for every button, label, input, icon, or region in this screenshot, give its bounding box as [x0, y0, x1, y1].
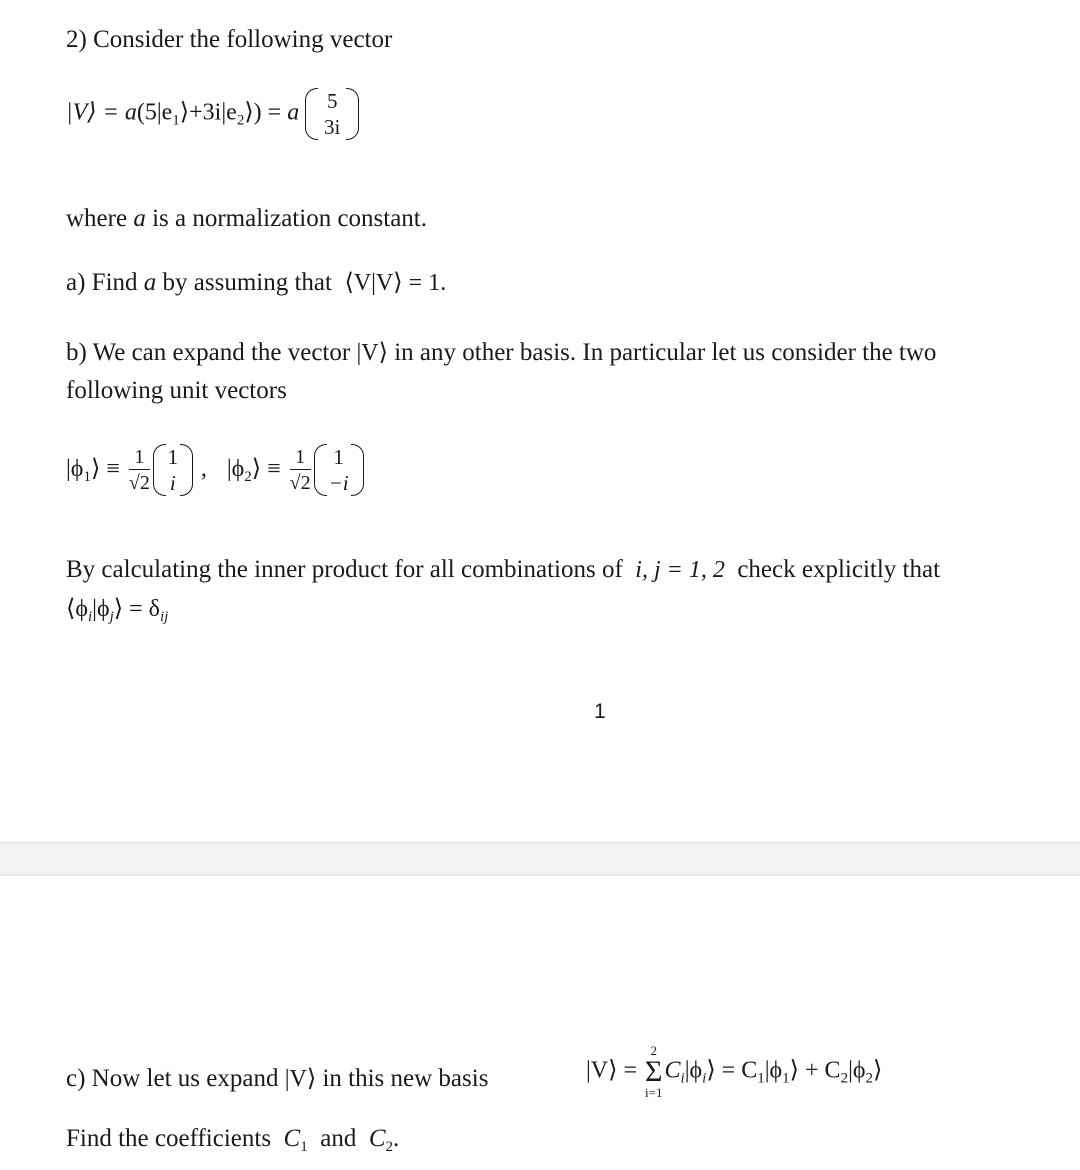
problem-heading: 2) Consider the following vector [66, 26, 393, 53]
normalization-condition: ⟨V|V⟩ = 1. [344, 270, 447, 296]
part-c: c) Now let us expand |V⟩ in this new basis [66, 1065, 489, 1092]
phi1-fraction: $\frac{1}{√2}$ [128, 445, 150, 494]
orthonormality-relation: $⟨\phi_i|\phi_j⟩ = \delta_{ij}$ [66, 596, 169, 625]
column-vector-v: 5 3i [305, 88, 359, 140]
phi1-column: 1 i [153, 444, 193, 496]
vector-equation: |V⟩ = $a(5|e_1⟩+3i|e_2⟩) = a$ 5 3i [66, 88, 359, 140]
phi2-definition: $|\phi_2⟩$ ≡ [226, 455, 281, 485]
part-b-line1: b) We can expand the vector |V⟩ in any other basis. In particular let us consider the two [66, 339, 937, 366]
where-line: where a is a normalization constant. [66, 205, 428, 232]
check-line: By calculating the inner product for all combinations of i, j = 1, 2 check explicitly that [66, 556, 941, 583]
page-separator [0, 842, 1080, 876]
vector-lhs: |V⟩ = [66, 99, 125, 126]
page-number: 1 [594, 700, 606, 723]
part-a: a) Find a by assuming that ⟨V|V⟩ = 1. [66, 269, 447, 296]
summation: 2 Σ i=1 [645, 1043, 663, 1100]
find-coefficients: Find the coefficients $C_1$ and $C_2$. [66, 1125, 400, 1155]
phi2-column: 1 −i [314, 444, 364, 496]
basis-vectors: $|\phi_1⟩$ ≡ $\frac{1}{√2}$ 1 i , $|\phi_2⟩$ ≡ $\frac{1}{√2}$ 1 −i [66, 444, 364, 496]
phi2-fraction: $\frac{1}{√2}$ [289, 445, 311, 494]
phi1-definition: $|\phi_1⟩$ ≡ [66, 455, 120, 485]
part-b-line2: following unit vectors [66, 377, 287, 404]
expansion-equation: |V⟩ = 2 Σ i=1 $C_i|\phi_i⟩$ = $C_1|\phi_1⟩$ + $C_2|\phi_2⟩$ [586, 1043, 883, 1100]
